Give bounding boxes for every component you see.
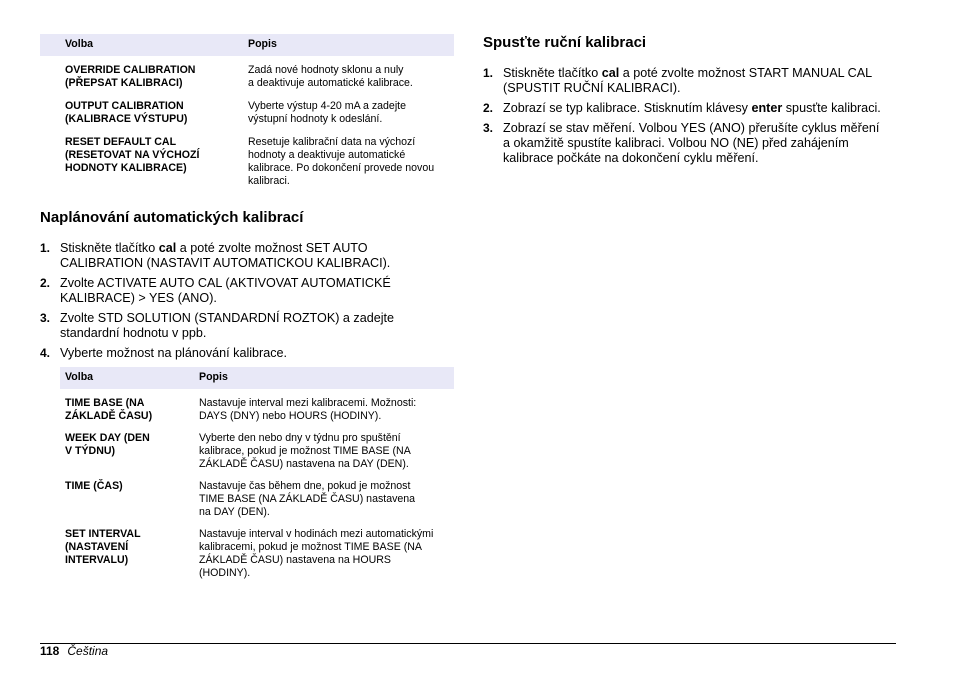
list-item — [40, 276, 454, 306]
key-name: cal — [601, 66, 620, 80]
description-cell — [195, 480, 454, 519]
description-text: Vyberte den nebo dny v týdnu pro spuštění — [199, 432, 401, 444]
description-text: hodnoty a deaktivuje automatické — [248, 149, 406, 161]
calibration-options-table — [40, 34, 454, 188]
step-text: a poté zvolte možnost SET AUTO — [176, 241, 368, 255]
column-header-option: Volba — [40, 34, 244, 56]
step-text: CALIBRATION (NASTAVIT AUTOMATICKOU KALIBRACI). — [60, 256, 391, 270]
step-number: 1. — [483, 66, 494, 80]
step-text: Zvolte STD SOLUTION (STANDARDNÍ ROZTOK) a zadejte — [60, 311, 395, 325]
step-text: a poté zvolte možnost START MANUAL CAL — [619, 66, 873, 80]
description-text: TIME BASE (NA ZÁKLADĚ ČASU) nastavena — [199, 493, 416, 505]
description-text: ZÁKLADĚ ČASU) nastavena na HOURS — [199, 554, 391, 566]
list-item — [483, 121, 895, 166]
table-row — [60, 480, 454, 519]
step-text: standardní hodnotu v ppb. — [60, 326, 207, 340]
option-text: SET INTERVAL — [65, 528, 141, 540]
description-cell — [244, 64, 454, 90]
description-cell — [195, 397, 454, 423]
step-text: Stiskněte tlačítko — [60, 241, 159, 255]
option-text: TIME (ČAS) — [65, 480, 123, 492]
table-row — [40, 136, 454, 188]
option-cell — [60, 480, 195, 519]
description-text: Resetuje kalibrační data na výchozí — [248, 136, 416, 148]
option-cell — [40, 100, 244, 126]
description-text: výstupní hodnoty k odeslání. — [248, 113, 383, 125]
page-number: 118 — [40, 644, 60, 658]
left-column — [40, 34, 454, 580]
description-cell — [244, 100, 454, 126]
option-text: WEEK DAY (DEN — [65, 432, 150, 444]
description-text: Vyberte výstup 4-20 mA a zadejte — [248, 100, 407, 112]
description-text: (HODINY). — [199, 567, 251, 579]
option-text: ZÁKLADĚ ČASU) — [65, 410, 153, 422]
option-cell — [60, 432, 195, 471]
column-header-description: Popis — [195, 367, 454, 389]
column-header-description: Popis — [244, 34, 454, 56]
page-footer — [40, 644, 108, 658]
option-text: V TÝDNU) — [65, 445, 116, 457]
key-name: enter — [751, 101, 783, 115]
description-text: ZÁKLADĚ ČASU) nastavena na DAY (DEN). — [199, 458, 409, 470]
table-row — [60, 432, 454, 471]
step-text: KALIBRACE) > YES (ANO). — [60, 291, 217, 305]
option-cell — [40, 64, 244, 90]
step-number: 1. — [40, 241, 51, 255]
table-row — [40, 64, 454, 90]
description-text: na DAY (DEN). — [199, 506, 270, 518]
footer-divider — [40, 643, 896, 644]
list-item — [483, 66, 895, 96]
step-text: Zobrazí se stav měření. Volbou YES (ANO) přerušíte cyklus měření — [503, 121, 880, 135]
table-header-row — [60, 367, 454, 389]
right-column — [483, 34, 895, 171]
option-cell — [40, 136, 244, 188]
list-item — [40, 346, 454, 361]
manual-calibration-steps — [483, 66, 895, 166]
section-heading-auto-calibration: Naplánování automatických kalibrací — [40, 209, 304, 226]
key-name: cal — [158, 241, 177, 255]
description-text: DAYS (DNY) nebo HOURS (HODINY). — [199, 410, 382, 422]
option-cell — [60, 397, 195, 423]
step-number: 2. — [40, 276, 51, 290]
step-number: 4. — [40, 346, 51, 360]
option-cell — [60, 528, 195, 580]
schedule-options-table — [60, 367, 454, 580]
step-text: Zvolte ACTIVATE AUTO CAL (AKTIVOVAT AUTOMATICKÉ — [60, 276, 391, 290]
option-text: (PŘEPSAT KALIBRACI) — [65, 77, 183, 89]
description-text: kalibrace. Po dokončení provede novou — [248, 162, 435, 174]
description-text: Nastavuje interval mezi kalibracemi. Možnosti: — [199, 397, 417, 409]
step-text: (SPUSTIT RUČNÍ KALIBRACI). — [503, 81, 681, 95]
list-item — [483, 101, 895, 116]
step-text: Vyberte možnost na plánování kalibrace. — [60, 346, 288, 360]
description-text: a deaktivuje automatické kalibrace. — [248, 77, 413, 89]
option-text: RESET DEFAULT CAL — [65, 136, 177, 148]
option-text: TIME BASE (NA — [65, 397, 145, 409]
option-text: HODNOTY KALIBRACE) — [65, 162, 187, 174]
section-heading-manual-calibration: Spusťte ruční kalibraci — [483, 34, 647, 51]
step-text: Stiskněte tlačítko — [503, 66, 602, 80]
option-text: OVERRIDE CALIBRATION — [65, 64, 196, 76]
table-row — [60, 528, 454, 580]
table-header-row — [40, 34, 454, 56]
table-row — [40, 100, 454, 126]
option-text: OUTPUT CALIBRATION — [65, 100, 184, 112]
description-text: Nastavuje interval v hodinách mezi automatickými — [199, 528, 434, 540]
description-cell — [195, 432, 454, 471]
footer-language: Čeština — [67, 644, 109, 658]
step-text: spusťte kalibraci. — [782, 101, 881, 115]
description-text: kalibraci. — [248, 175, 290, 187]
description-text: Zadá nové hodnoty sklonu a nuly — [248, 64, 404, 76]
description-cell — [244, 136, 454, 188]
description-text: Nastavuje čas během dne, pokud je možnost — [199, 480, 411, 492]
option-text: (RESETOVAT NA VÝCHOZÍ — [65, 149, 200, 161]
option-text: INTERVALU) — [65, 554, 129, 566]
description-cell — [195, 528, 454, 580]
list-item — [40, 241, 454, 271]
step-number: 2. — [483, 101, 494, 115]
column-header-option: Volba — [60, 367, 195, 389]
step-text: a okamžitě spustíte kalibraci. Volbou NO (NE) před zahájením — [503, 136, 849, 150]
step-text: Zobrazí se typ kalibrace. Stisknutím klávesy — [503, 101, 752, 115]
step-number: 3. — [40, 311, 51, 325]
option-text: (KALIBRACE VÝSTUPU) — [65, 113, 188, 125]
step-text: kalibrace počkáte na dokončení cyklu měření. — [503, 151, 759, 165]
description-text: kalibrace, pokud je možnost TIME BASE (NA — [199, 445, 411, 457]
option-text: (NASTAVENÍ — [65, 541, 129, 553]
auto-calibration-steps — [40, 241, 454, 361]
description-text: kalibracemi, pokud je možnost TIME BASE (NA — [199, 541, 422, 553]
table-row — [60, 397, 454, 423]
step-number: 3. — [483, 121, 494, 135]
list-item — [40, 311, 454, 341]
